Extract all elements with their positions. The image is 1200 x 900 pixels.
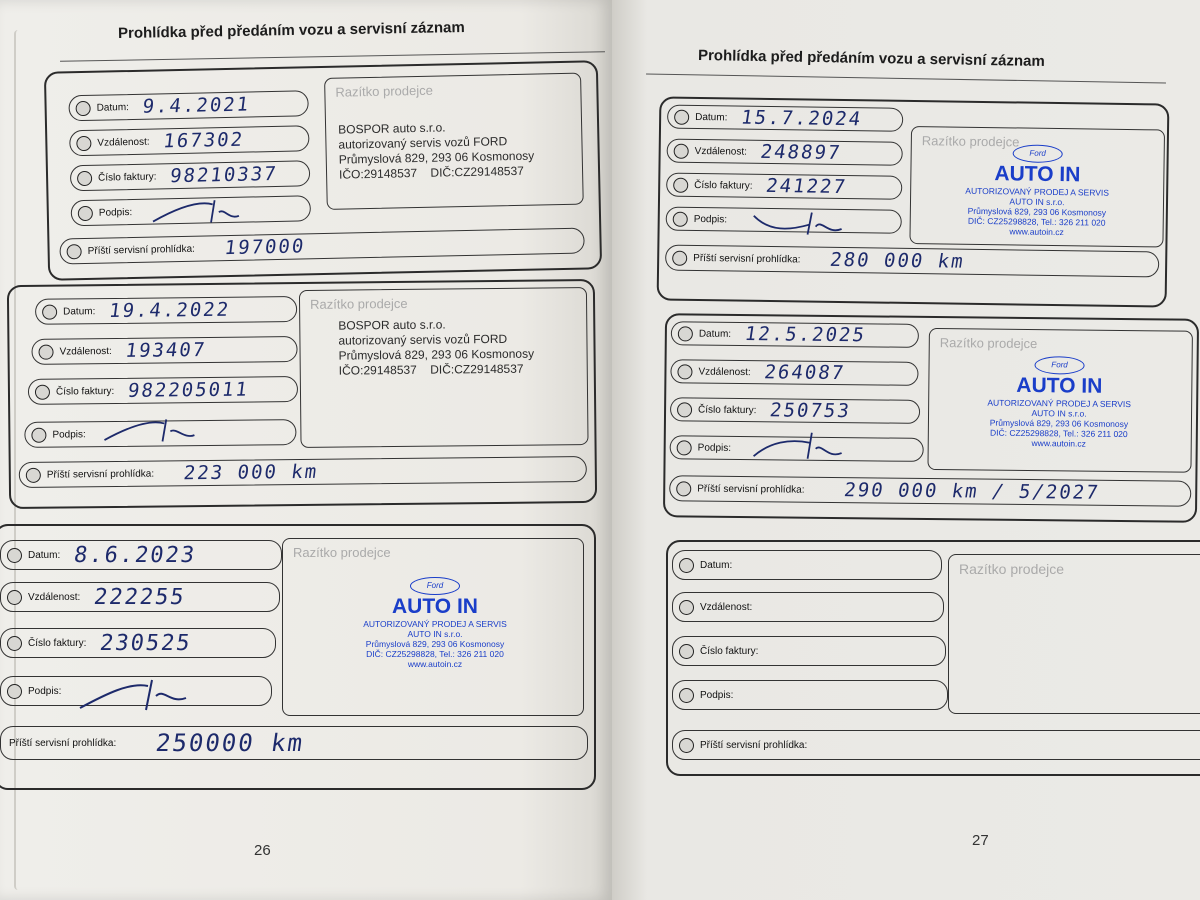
radio-icon	[7, 548, 22, 563]
signature-scribble	[750, 202, 860, 238]
radio-icon	[679, 738, 694, 753]
distance-value: 167302	[162, 128, 246, 153]
signature-field[interactable]: Podpis:	[24, 419, 296, 448]
radio-icon	[674, 109, 689, 124]
distance-field[interactable]: Vzdálenost: 222255	[0, 582, 280, 612]
radio-icon	[76, 135, 91, 150]
radio-icon	[26, 467, 41, 482]
invoice-field[interactable]: Číslo faktury: 98210337	[70, 160, 310, 191]
radio-icon	[42, 304, 57, 319]
next-service-field[interactable]: Příští servisní prohlídka: 290 000 km / 5/2027	[669, 475, 1191, 506]
radio-icon	[679, 688, 694, 703]
signature-scribble	[750, 428, 860, 463]
dealer-stamp-box	[948, 554, 1200, 714]
service-record-6	[666, 540, 1200, 776]
distance-field[interactable]: Vzdálenost: 167302	[69, 125, 309, 156]
radio-icon	[7, 590, 22, 605]
radio-icon	[677, 440, 692, 455]
dealer-stamp-box	[927, 328, 1192, 473]
stamp-heading: Razítko prodejce	[335, 82, 434, 100]
next-service-value: 223 000 km	[182, 460, 320, 485]
next-service-value: 250000 km	[154, 729, 307, 757]
radio-icon	[677, 364, 692, 379]
date-field[interactable]: Datum: 9.4.2021	[68, 90, 308, 121]
radio-icon	[31, 427, 46, 442]
invoice-value: 230525	[98, 630, 194, 656]
next-service-field[interactable]: Příští servisní prohlídka: 250000 km	[0, 726, 588, 760]
autoin-stamp: Ford AUTO IN AUTORIZOVANÝ PRODEJ A SERVIS AUTO IN s.r.o. Průmyslová 829, 293 06 Kosmonosy DIČ: CZ25298828, Tel.: 326 211 020 www.autoin.cz	[335, 575, 535, 669]
signature-field[interactable]: Podpis:	[672, 680, 948, 710]
stamp-heading: Razítko prodejce	[309, 295, 408, 312]
invoice-value: 982205011	[126, 378, 251, 402]
next-service-field[interactable]: Příští servisní prohlídka: 223 000 km	[19, 456, 587, 488]
radio-icon	[77, 170, 92, 185]
date-field[interactable]: Datum:	[672, 550, 942, 580]
radio-icon	[674, 143, 689, 158]
radio-icon	[676, 481, 691, 496]
invoice-field[interactable]: Číslo faktury: 250753	[670, 397, 920, 424]
radio-icon	[672, 250, 687, 265]
invoice-field[interactable]: Číslo faktury: 982205011	[28, 376, 298, 405]
invoice-field[interactable]: Číslo faktury: 230525	[0, 628, 276, 658]
ford-logo-icon: Ford	[410, 577, 460, 595]
radio-icon	[677, 402, 692, 417]
radio-icon	[679, 558, 694, 573]
title-rule	[646, 73, 1166, 83]
signature-field[interactable]: Podpis:	[666, 207, 902, 234]
next-service-field[interactable]: Příští servisní prohlídka: 197000	[59, 228, 584, 265]
invoice-field[interactable]: Číslo faktury:	[672, 636, 946, 666]
radio-icon	[678, 326, 693, 341]
service-record-1	[44, 60, 602, 281]
signature-scribble	[76, 668, 196, 712]
next-service-field[interactable]: Příští servisní prohlídka:	[672, 730, 1200, 760]
service-record-5	[663, 313, 1199, 523]
next-service-value: 290 000 km / 5/2027	[842, 479, 1102, 504]
invoice-value: 98210337	[169, 162, 280, 188]
bospor-stamp: BOSPOR auto s.r.o. autorizovaný servis vozů FORD Průmyslová 829, 293 06 Kosmonosy IČO:29148537 DIČ:CZ29148537	[338, 317, 535, 378]
next-service-value: 197000	[223, 235, 307, 260]
next-service-field[interactable]: Příští servisní prohlídka: 280 000 km	[665, 245, 1159, 278]
radio-icon	[78, 205, 93, 220]
stamp-heading: Razítko prodejce	[939, 335, 1038, 352]
dealer-stamp-box	[324, 73, 584, 210]
dealer-stamp-box	[299, 287, 589, 448]
signature-field[interactable]: Podpis:	[670, 435, 924, 462]
invoice-value: 241227	[764, 174, 849, 199]
distance-value: 193407	[124, 338, 208, 362]
stamp-heading: Razítko prodejce	[921, 133, 1020, 150]
radio-icon	[75, 100, 90, 115]
date-value: 9.4.2021	[141, 93, 252, 118]
radio-icon	[7, 636, 22, 651]
page-number: 27	[972, 832, 989, 849]
distance-value: 222255	[92, 584, 188, 610]
service-record-3	[0, 524, 596, 790]
ford-logo-icon: Ford	[1034, 356, 1084, 375]
distance-field[interactable]: Vzdálenost: 193407	[31, 336, 297, 365]
radio-icon	[66, 244, 81, 259]
dealer-stamp-box	[909, 126, 1165, 248]
bospor-stamp: BOSPOR auto s.r.o. autorizovaný servis vozů FORD Průmyslová 829, 293 06 Kosmonosy IČO:29148537 DIČ:CZ29148537	[338, 120, 535, 182]
radio-icon	[35, 384, 50, 399]
signature-scribble	[149, 195, 260, 227]
date-field[interactable]: Datum: 19.4.2022	[35, 296, 297, 325]
service-record-2	[7, 279, 597, 509]
distance-field[interactable]: Vzdálenost: 264087	[670, 359, 918, 386]
signature-field[interactable]: Podpis:	[71, 195, 311, 226]
autoin-stamp: Ford AUTO IN AUTORIZOVANÝ PRODEJ A SERVIS AUTO IN s.r.o. Průmyslová 829, 293 06 Kosmonosy DIČ: CZ25298828, Tel.: 326 211 020 www.autoin.cz	[959, 353, 1160, 449]
stamp-heading: Razítko prodejce	[293, 545, 391, 560]
distance-field[interactable]: Vzdálenost:	[672, 592, 944, 622]
date-field[interactable]: Datum: 8.6.2023	[0, 540, 282, 570]
date-field[interactable]: Datum: 15.7.2024	[667, 105, 903, 132]
autoin-stamp: Ford AUTO IN AUTORIZOVANÝ PRODEJ A SERVIS AUTO IN s.r.o. Průmyslová 829, 293 06 Kosmonosy DIČ: CZ25298828, Tel.: 326 211 020 www.autoin.cz	[937, 141, 1138, 238]
date-value: 8.6.2023	[72, 542, 198, 568]
distance-value: 248897	[759, 140, 844, 164]
radio-icon	[7, 684, 22, 699]
next-service-value: 280 000 km	[828, 248, 967, 273]
dealer-stamp-box	[282, 538, 584, 716]
page-title: Prohlídka před předáním vozu a servisní záznam	[117, 18, 465, 43]
page-title: Prohlídka před předáním vozu a servisní záznam	[697, 46, 1045, 71]
right-page	[612, 0, 1200, 900]
title-rule	[60, 51, 605, 62]
radio-icon	[679, 644, 694, 659]
date-value: 15.7.2024	[739, 106, 865, 131]
radio-icon	[679, 600, 694, 615]
distance-field[interactable]: Vzdálenost: 248897	[667, 139, 903, 166]
date-field[interactable]: Datum: 12.5.2025	[671, 321, 919, 348]
radio-icon	[38, 344, 53, 359]
invoice-field[interactable]: Číslo faktury: 241227	[666, 173, 902, 200]
service-record-4	[657, 96, 1170, 307]
date-value: 19.4.2022	[107, 298, 232, 323]
signature-field[interactable]: Podpis:	[0, 676, 272, 706]
signature-scribble	[100, 415, 210, 446]
page-number: 26	[254, 842, 271, 859]
radio-icon	[673, 177, 688, 192]
date-value: 12.5.2025	[743, 323, 868, 347]
distance-value: 264087	[763, 361, 848, 385]
ford-logo-icon: Ford	[1013, 144, 1063, 163]
stamp-heading: Razítko prodejce	[959, 561, 1065, 577]
invoice-value: 250753	[768, 399, 853, 423]
radio-icon	[673, 211, 688, 226]
